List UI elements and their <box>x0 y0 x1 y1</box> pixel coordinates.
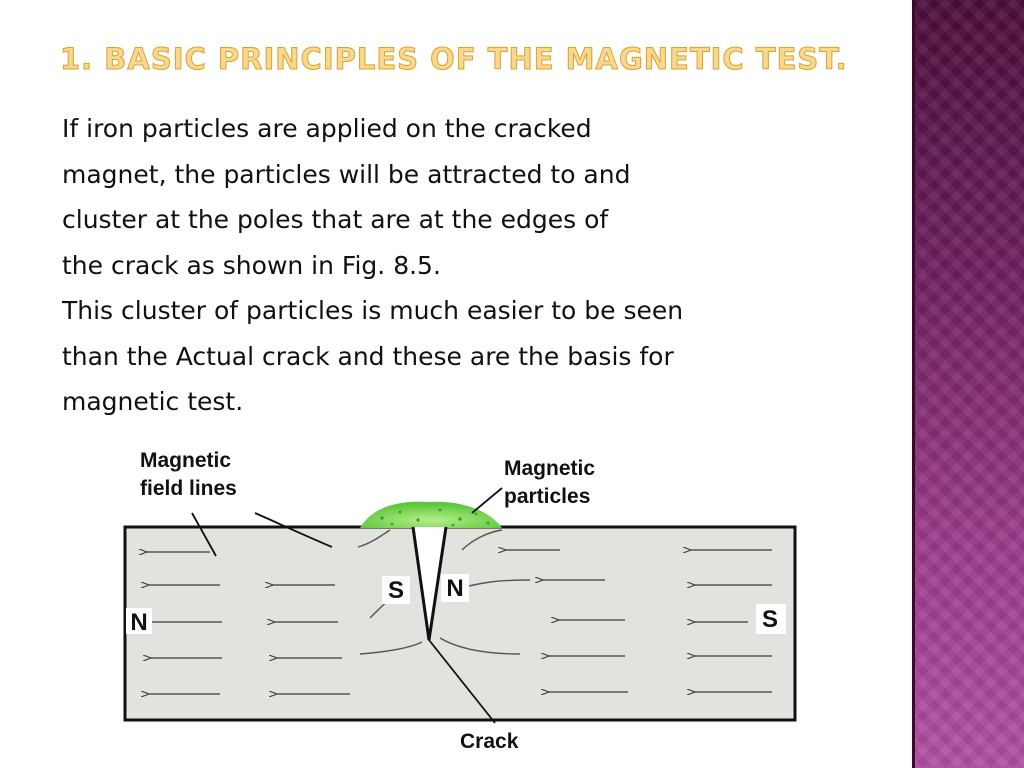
diagram-svg <box>110 440 810 760</box>
side-panel-edge <box>912 0 915 768</box>
body-line: If iron particles are applied on the cracked <box>62 114 592 143</box>
slide-title: 1. BASIC PRINCIPLES OF THE MAGNETIC TEST. <box>60 42 848 76</box>
body-line: cluster at the poles that are at the edges of <box>62 205 609 234</box>
crack-pole-label-n: N <box>446 575 464 602</box>
label-particles-line1: Magnetic <box>504 457 596 480</box>
magnetic-test-diagram <box>110 440 810 760</box>
label-particles-line2: particles <box>504 485 591 508</box>
pole-label-right: S <box>761 606 779 633</box>
body-line: than the Actual crack and these are the basis for <box>62 341 674 371</box>
magnet-bar <box>125 527 795 720</box>
crack-pole-label-s: S <box>387 577 405 604</box>
body-line: the crack as shown in Fig. 8.5. <box>62 250 441 280</box>
body-line: magnetic test. <box>62 387 244 416</box>
body-line: magnet, the particles will be attracted to and <box>62 159 631 189</box>
body-paragraph <box>62 106 842 425</box>
label-crack: Crack <box>460 730 519 753</box>
body-line: This cluster of particles is much easier to be seen <box>62 296 684 325</box>
label-field-lines-line2: field lines <box>140 477 237 500</box>
decorative-side-panel <box>912 0 1024 768</box>
pole-label-left: N <box>130 609 148 636</box>
label-field-lines-line1: Magnetic <box>140 449 232 472</box>
